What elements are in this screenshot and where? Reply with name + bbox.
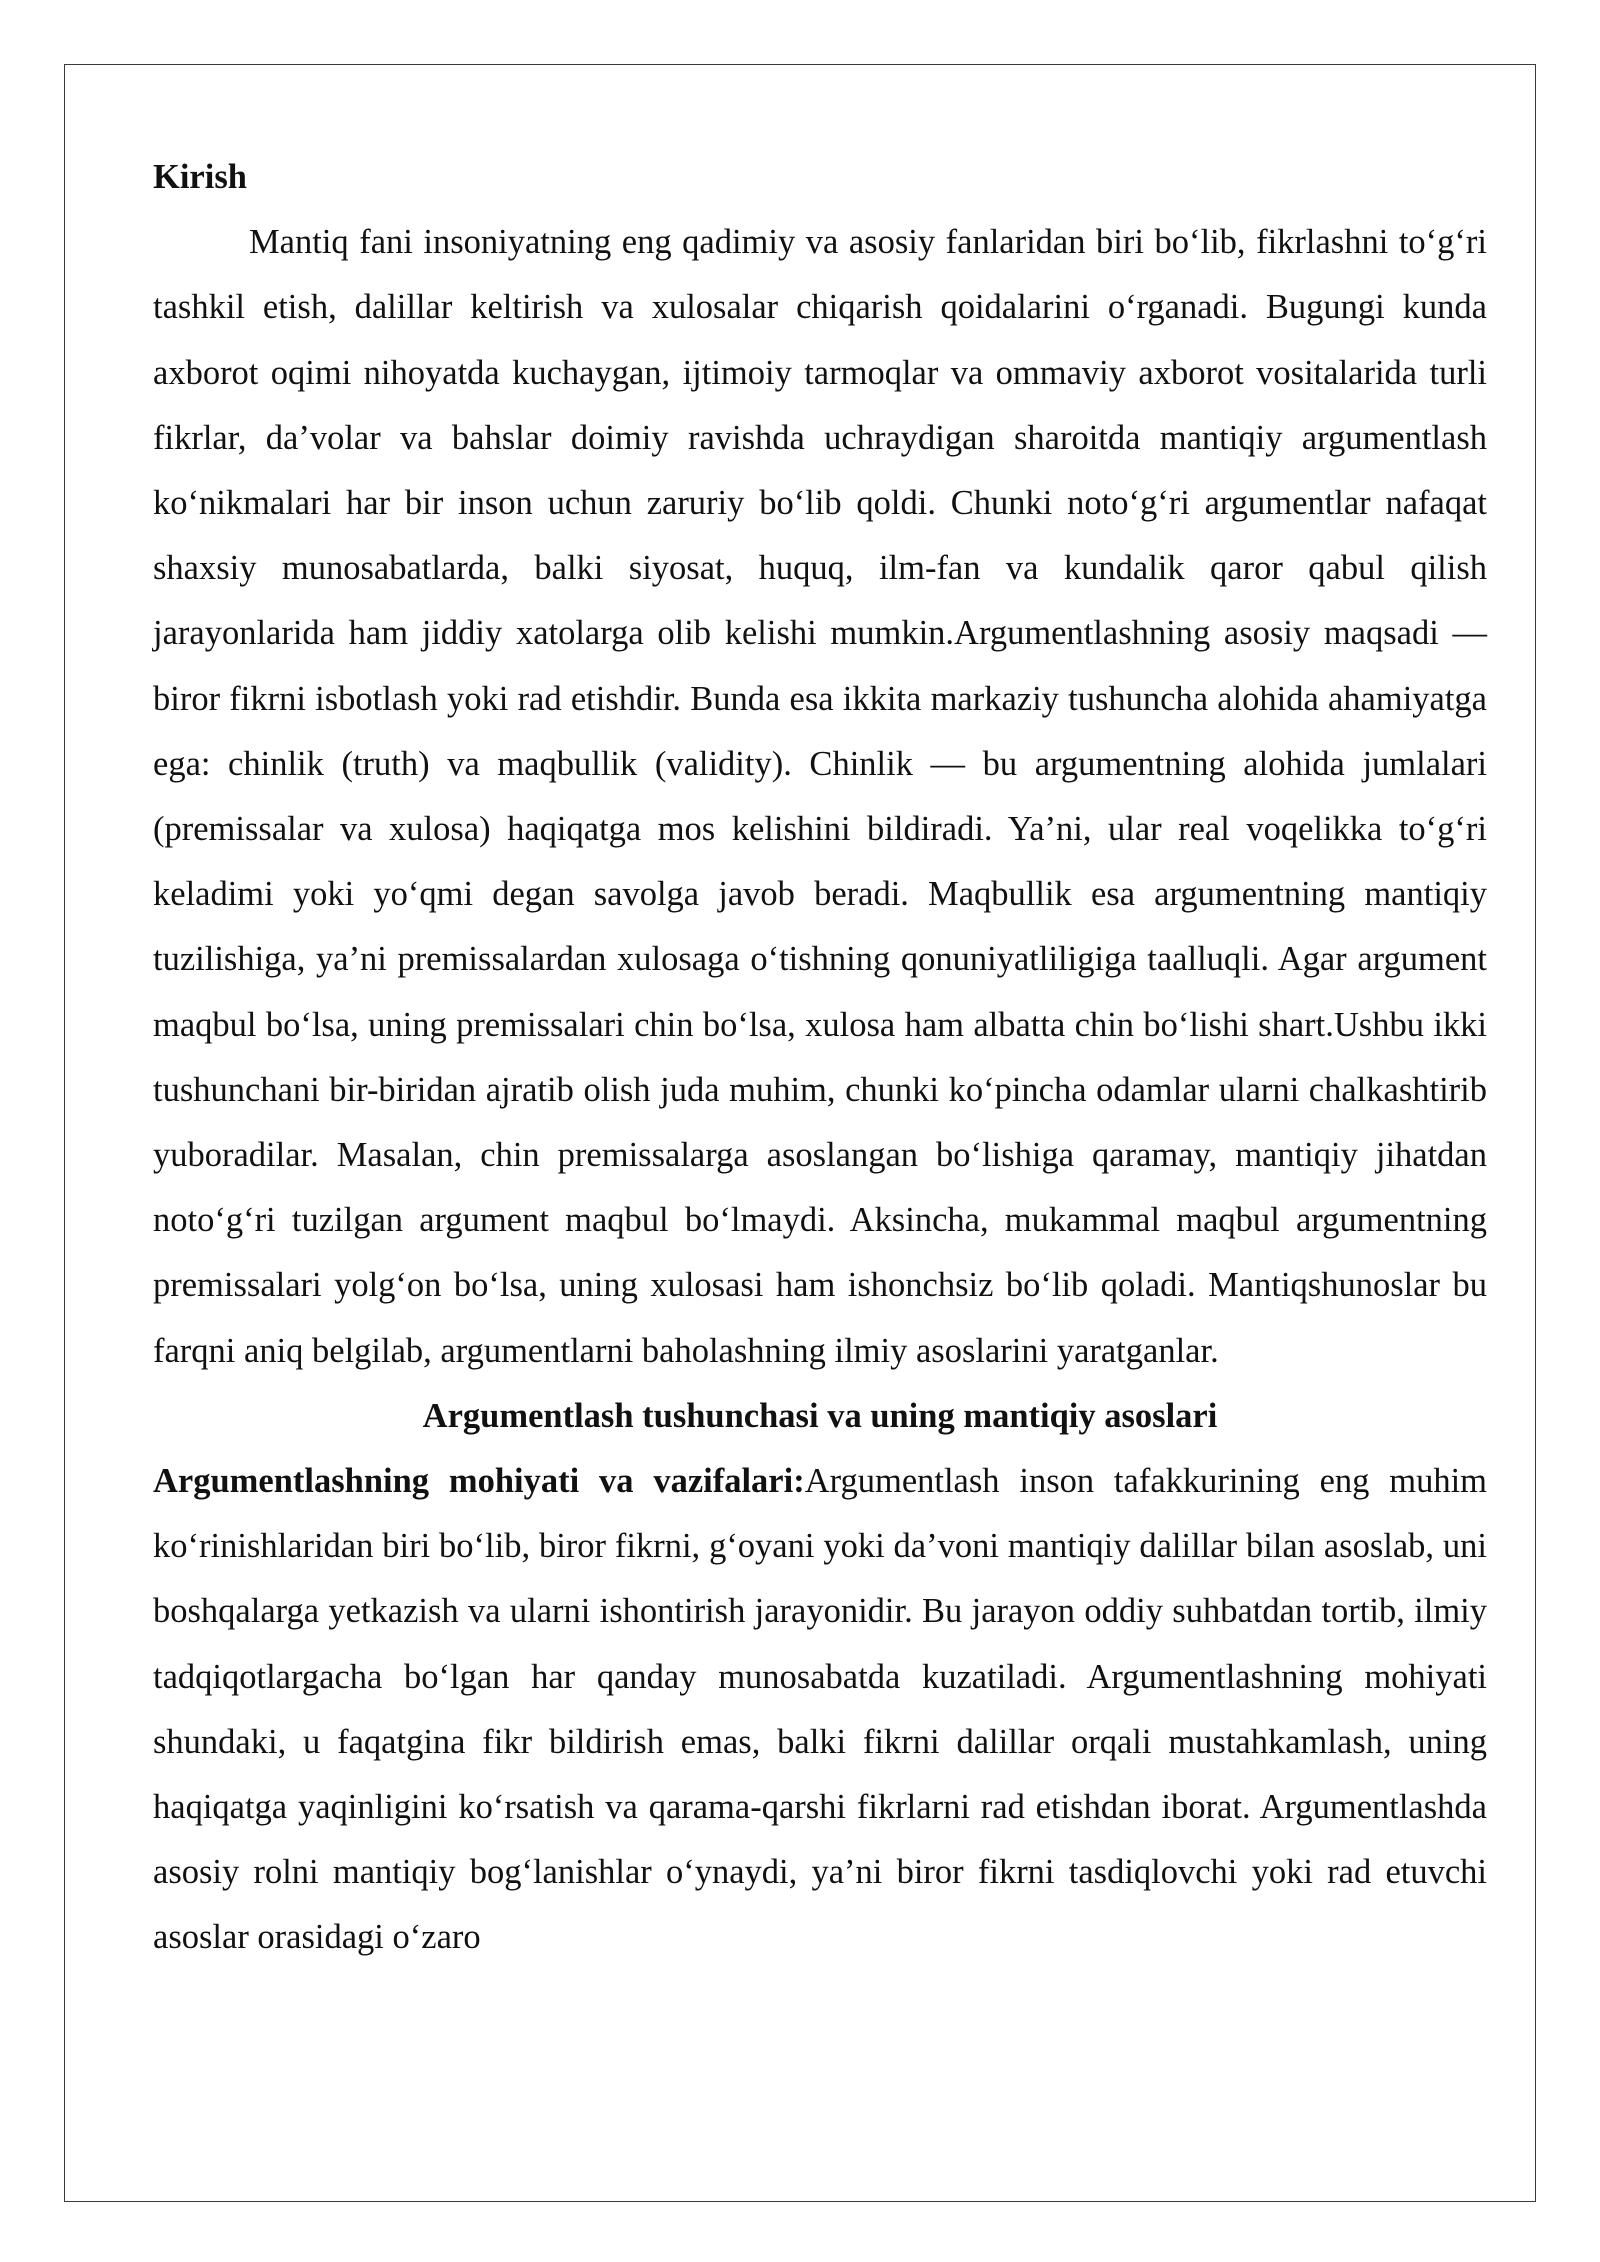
intro-heading: Kirish [153, 158, 247, 196]
intro-paragraph: Mantiq fani insoniyatning eng qadimiy va asosiy fanlaridan biri bo‘lib, fikrlashni to‘g‘ri tashkil etish, dalillar keltirish va xulosalar chiqarish qoidalarini o‘rganadi. Bugungi kunda axborot oqimi nihoyatda kuchaygan, ijtimoiy tarmoqlar va ommaviy axborot vositalarida turli fikrlar, da’volar va bahslar doimiy ravishda uchraydigan sharoitda mantiqiy argumentlash ko‘nikmalari har bir inson uchun zaruriy bo‘lib qoldi. Chunki noto‘g‘ri argumentlar nafaqat shaxsiy munosabatlarda, balki siyosat, huquq, ilm-fan va kundalik qaror qabul qilish jarayonlarida ham jiddiy xatolarga olib kelishi mumkin.Argumentlashning asosiy maqsadi — biror fikrni isbotlash yoki rad etishdir. Bunda esa ikkita markaziy tushuncha alohida ahamiyatga ega: chinlik (truth) va maqbullik (validity). Chinlik — bu argumentning alohida jumlalari (premissalar va xulosa) haqiqatga mos kelishini bildiradi. Ya’ni, ular real voqelikka to‘g‘ri keladimi yoki yo‘qmi degan savolga javob beradi. Maqbullik esa argumentning mantiqiy tuzilishiga, ya’ni premissalardan xulosaga o‘tishning qonuniyatliligiga taalluqli. Agar argument maqbul bo‘lsa, uning premissalari chin bo‘lsa, xulosa ham albatta chin bo‘lishi shart.Ushbu ikki tushunchani bir-biridan ajratib olish juda muhim, chunki ko‘pincha odamlar ularni chalkashtirib yuboradilar. Masalan, chin premissalarga asoslangan bo‘lishiga qaramay, mantiqiy jihatdan noto‘g‘ri tuzilgan argument maqbul bo‘lmaydi. Aksincha, mukammal maqbul argumentning premissalari yolg‘on bo‘lsa, uning xulosasi ham ishonchsiz bo‘lib qoladi. Mantiqshunoslar bu farqni aniq belgilab, argumentlarni baholashning ilmiy asoslarini yaratganlar. [153, 223, 1487, 1370]
section-paragraph-text: Argumentlash inson tafakkurining eng muhim ko‘rinishlaridan biri bo‘lib, biror fikrni, g‘oyani yoki da’voni mantiqiy dalillar bilan asoslab, uni boshqalarga yetkazish va ularni ishontirish jarayonidir. Bu jarayon oddiy suhbatdan tortib, ilmiy tadqiqotlargacha bo‘lgan har qanday munosabatda kuzatiladi. Argumentlashning mohiyati shundaki, u faqatgina fikr bildirish emas, balki fikrni dalillar orqali mustahkamlash, uning haqiqatga yaqinligini ko‘rsatish va qarama-qarshi fikrlarni rad etishdan iborat. Argumentlashda asosiy rolni mantiqiy bog‘lanishlar o‘ynaydi, ya’ni biror fikrni tasdiqlovchi yoki rad etuvchi asoslar orasidagi o‘zaro [153, 1462, 1487, 1957]
document-body [153, 145, 1487, 1971]
section-title: Argumentlash tushunchasi va uning mantiqiy asoslari [422, 1396, 1218, 1435]
section-paragraph [153, 1449, 1487, 1971]
section-lead-bold: Argumentlashning mohiyati va vazifalari: [153, 1462, 805, 1501]
